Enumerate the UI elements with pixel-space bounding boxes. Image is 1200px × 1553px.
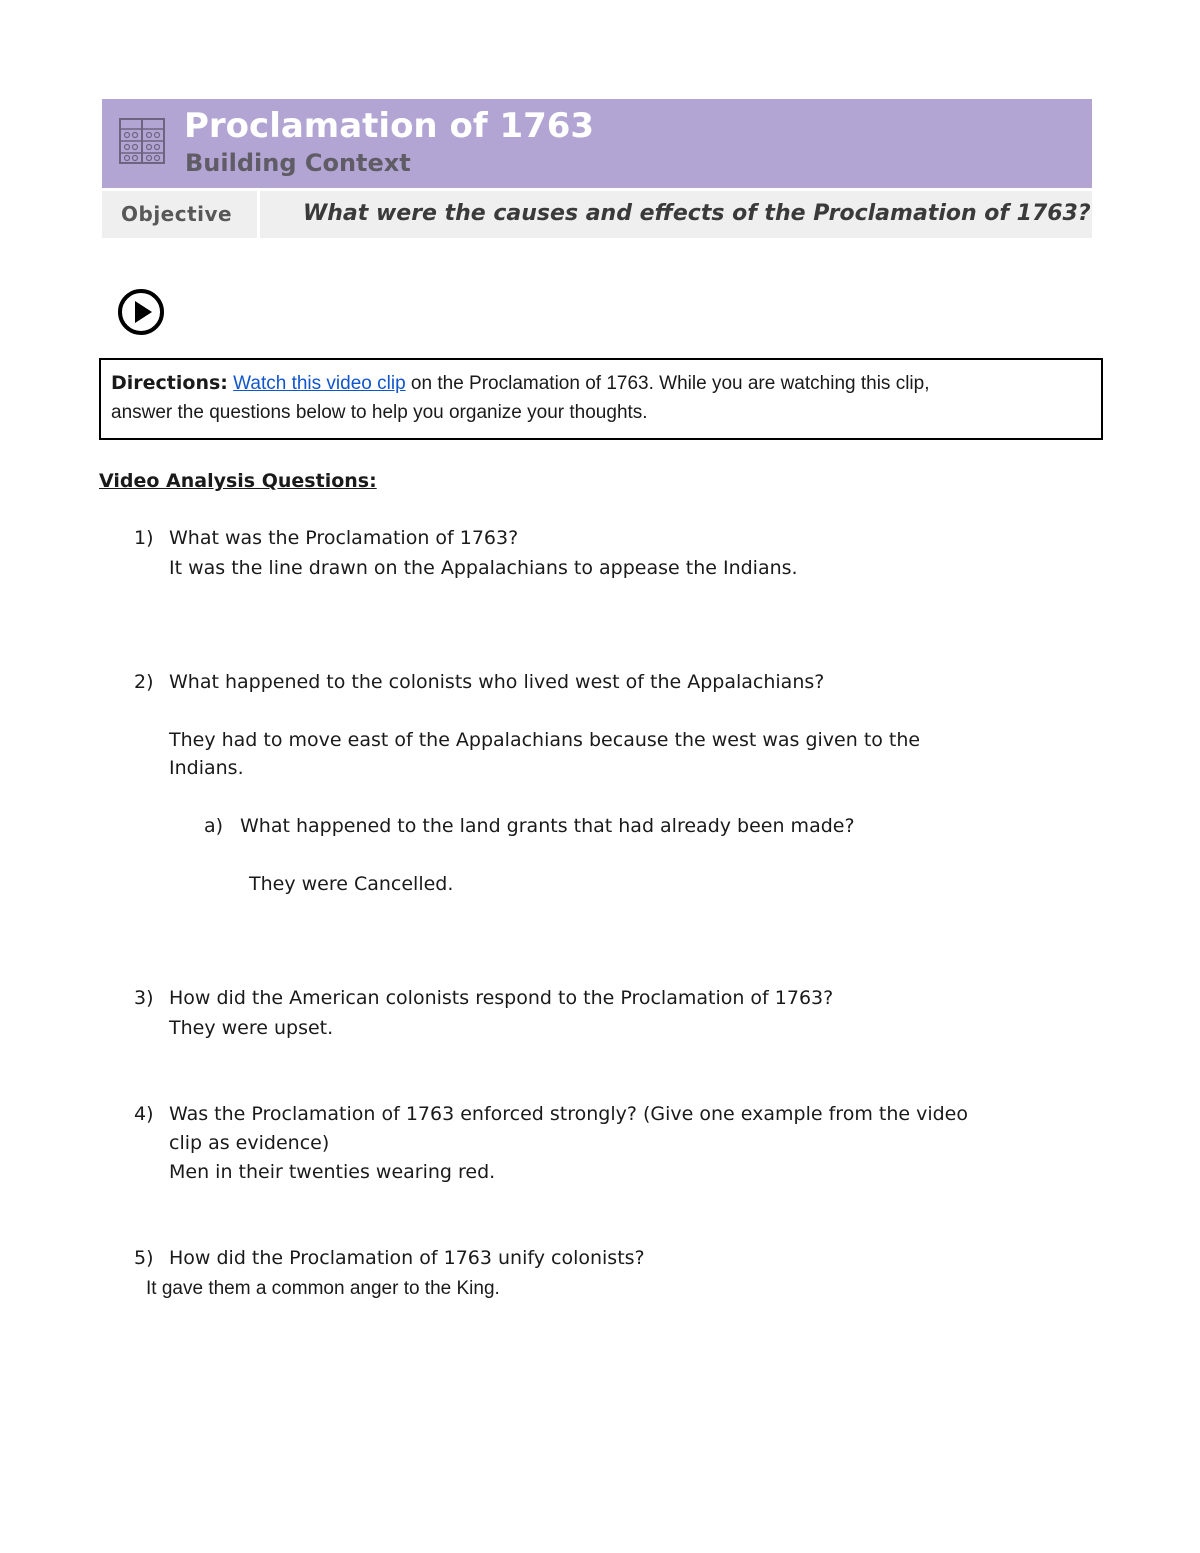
subquestion-number: a)	[204, 815, 224, 837]
answer-text: They had to move east of the Appalachians because the west was given to the	[169, 729, 921, 751]
page-subtitle: Building Context	[185, 149, 411, 177]
question-number: 3)	[134, 987, 154, 1009]
video-clip-link[interactable]: Watch this video clip	[233, 373, 406, 394]
question-number: 5)	[134, 1247, 154, 1269]
subquestion-text: What happened to the land grants that had already been made?	[240, 815, 855, 837]
objective-label: Objective	[121, 202, 233, 226]
objective-question: What were the causes and effects of the Proclamation of 1763?	[303, 201, 1091, 226]
question-text: Was the Proclamation of 1763 enforced strongly? (Give one example from the video	[169, 1103, 968, 1125]
directions-text-1: on the Proclamation of 1763. While you are watching this clip,	[405, 373, 930, 394]
question-number: 1)	[134, 527, 154, 549]
subquestion-answer: They were Cancelled.	[249, 873, 454, 895]
directions-line-2: answer the questions below to help you organize your thoughts.	[111, 402, 648, 423]
answer-text: Men in their twenties wearing red.	[169, 1161, 496, 1183]
answer-text: It gave them a common anger to the King.	[146, 1278, 500, 1299]
objective-label-cell	[102, 191, 257, 238]
directions-label: Directions:	[111, 372, 228, 394]
answer-text: Indians.	[169, 757, 244, 779]
page-title: Proclamation of 1763	[184, 106, 595, 146]
answer-text: They were upset.	[169, 1017, 334, 1039]
answer-text: It was the line drawn on the Appalachians to appease the Indians.	[169, 557, 798, 579]
question-text: What was the Proclamation of 1763?	[169, 527, 519, 549]
question-number: 4)	[134, 1103, 154, 1125]
document-grid-icon	[118, 117, 166, 165]
objective-question-cell	[260, 191, 1092, 238]
question-text: What happened to the colonists who lived west of the Appalachians?	[169, 671, 825, 693]
question-text: clip as evidence)	[169, 1132, 330, 1154]
section-heading: Video Analysis Questions:	[99, 470, 377, 492]
header-banner	[102, 99, 1092, 188]
question-number: 2)	[134, 671, 154, 693]
question-text: How did the American colonists respond to the Proclamation of 1763?	[169, 987, 834, 1009]
play-circle-icon[interactable]	[117, 288, 165, 336]
objective-row	[102, 191, 1092, 238]
directions-box	[99, 358, 1103, 440]
directions-line-1	[111, 372, 930, 395]
question-text: How did the Proclamation of 1763 unify colonists?	[169, 1247, 645, 1269]
